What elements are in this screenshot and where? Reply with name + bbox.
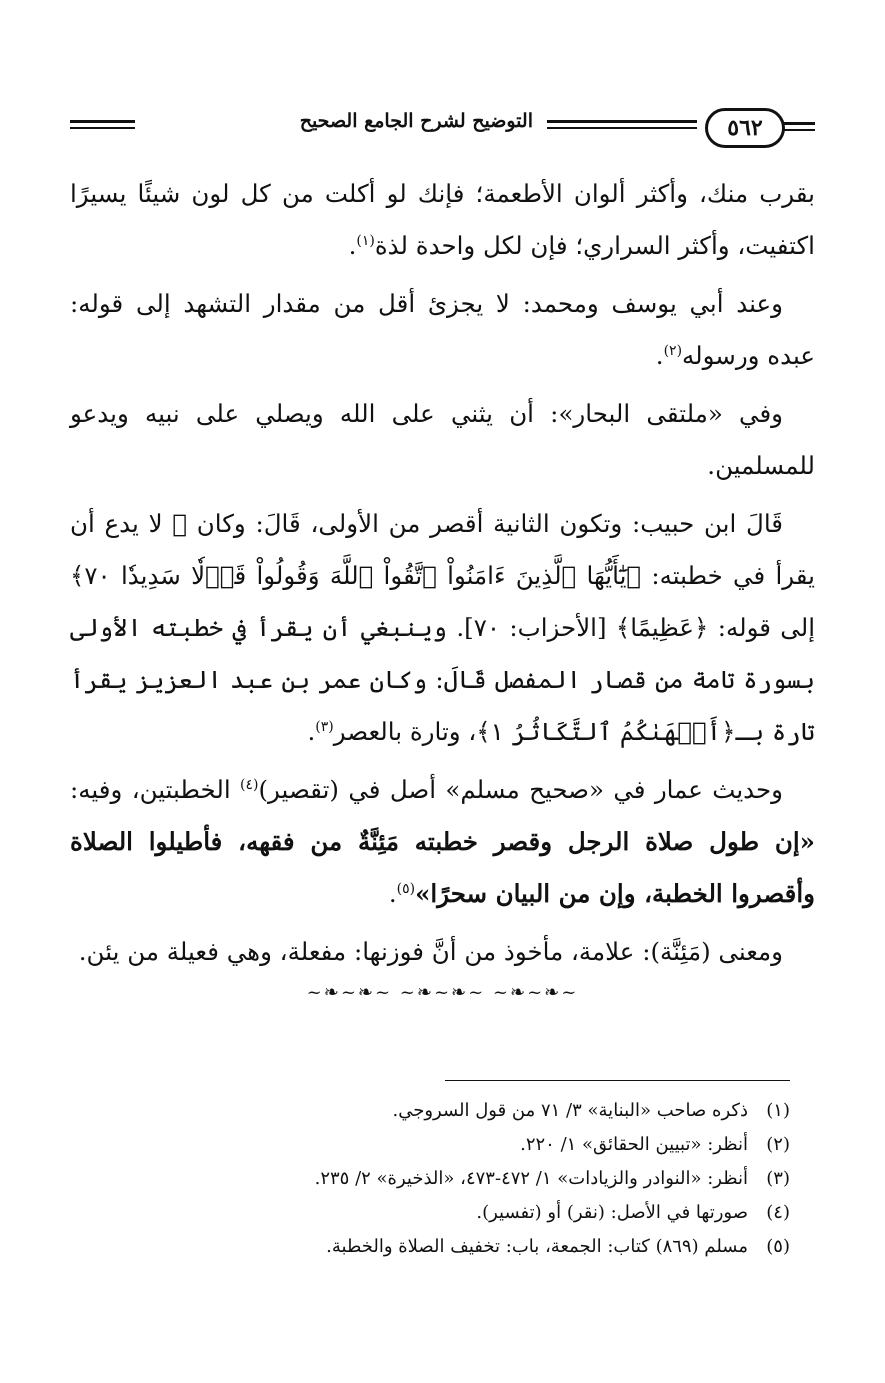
footnote-item <box>90 1128 790 1162</box>
footnote-number: (٥) <box>766 1236 790 1257</box>
footnote-ref[interactable]: (٣) <box>315 718 334 735</box>
footnote-text: مسلم (٨٦٩) كتاب: الجمعة، باب: تخفيف الصلاة والخطبة. <box>326 1236 748 1257</box>
running-title: التوضيح لشرح الجامع الصحيح <box>299 110 533 132</box>
header-rule <box>70 120 135 133</box>
paragraph <box>70 278 815 382</box>
footnote-text: أنظر: «تبيين الحقائق» ١/ ٢٢٠. <box>520 1134 748 1155</box>
footnote-item <box>90 1230 790 1264</box>
footnote-number: (٣) <box>766 1168 790 1189</box>
footnote-ref[interactable]: (١) <box>356 232 375 249</box>
footnote-item <box>90 1196 790 1230</box>
page-header <box>70 104 815 154</box>
footnote-text: صورتها في الأصل: (نقر) أو (تفسير). <box>476 1202 748 1223</box>
paragraph-text: قَالَ ابن حبيب: وتكون الثانية أقصر من الأولى، قَالَ: وكان ﷺ لا يدع أن يقرأ في خطبته: ﴿يَٰٓأَيُّهَا ٱلَّذِينَ ءَامَنُواْ ٱتَّقُواْ ٱللَّهَ وَقُولُواْ قَوۡلٗا سَدِيدٗا ٧٠﴾ إلى قوله: ﴿عَظِيمًا﴾ [الأحزاب: ٧٠]. وينبغي أن يقرأ في خطبته الأولى بسورة تامة من قصار المفصل قَالَ: وكان عمر بن عبد العزيز يقرأ تارة بـ﴿أَلۡهَىٰكُمُ ٱلتَّكَاثُرُ ١﴾، وتارة بالعصر <box>70 509 815 746</box>
page-number: ٥٦٢ <box>705 108 785 148</box>
footnote-text: أنظر: «النوادر والزيادات» ١/ ٤٧٢-٤٧٣، «الذخيرة» ٢/ ٢٣٥. <box>314 1168 748 1189</box>
paragraph-end: . <box>655 341 664 370</box>
paragraph-end: . <box>348 231 357 260</box>
hadith-quote: «إن طول صلاة الرجل وقصر خطبته مَئِنَّةٌ من فقهه، فأطيلوا الصلاة وأقصروا الخطبة، وإن من البيان سحرًا» <box>70 827 815 908</box>
header-rule <box>547 120 697 133</box>
ornament-divider: ~❧~❧~ ~❧~❧~ ~❧~❧~ <box>306 982 579 1003</box>
paragraph <box>70 388 815 492</box>
paragraph-end: . <box>388 879 397 908</box>
paragraph <box>70 498 815 758</box>
paragraph-text: وحديث عمار في «صحيح مسلم» أصل في (تقصير) <box>258 775 783 804</box>
footnote-ref[interactable]: (٥) <box>396 880 416 897</box>
footnote-item <box>90 1094 790 1128</box>
hadith-paragraph <box>70 764 815 920</box>
paragraph-text: وفي «ملتقى البحار»: أن يثني على الله ويصلي على نبيه ويدعو للمسلمين. <box>70 399 815 480</box>
footnote-number: (١) <box>766 1100 790 1121</box>
header-rule <box>781 122 815 125</box>
footnote-rule <box>445 1080 790 1081</box>
footnote-number: (٢) <box>766 1134 790 1155</box>
footnote-text: ذكره صاحب «البناية» ٣/ ٧١ من قول السروجي. <box>392 1100 748 1121</box>
footnote-ref[interactable]: (٢) <box>663 342 683 359</box>
paragraph-end: . <box>307 717 316 746</box>
paragraph-text: بقرب منك، وأكثر ألوان الأطعمة؛ فإنك لو أكلت من كل لون شيئًا يسيرًا اكتفيت، وأكثر السراري؛ فإن لكل واحدة لذة <box>70 179 815 260</box>
footnote-item <box>90 1162 790 1196</box>
footnote-number: (٤) <box>766 1202 790 1223</box>
body-text <box>70 168 815 984</box>
footnote-ref[interactable]: (٤) <box>240 776 259 793</box>
footnotes <box>90 1094 790 1264</box>
paragraph-text: الخطبتين، وفيه: <box>70 775 240 804</box>
paragraph-text: وعند أبي يوسف ومحمد: لا يجزئ أقل من مقدار التشهد إلى قوله: عبده ورسوله <box>70 289 815 370</box>
paragraph <box>70 926 815 978</box>
header-rule <box>781 129 815 131</box>
paragraph-text: ومعنى (مَئِنَّة): علامة، مأخوذ من أنَّ فوزنها: مفعلة، وهي فعيلة من يئن. <box>78 937 783 966</box>
paragraph <box>70 168 815 272</box>
